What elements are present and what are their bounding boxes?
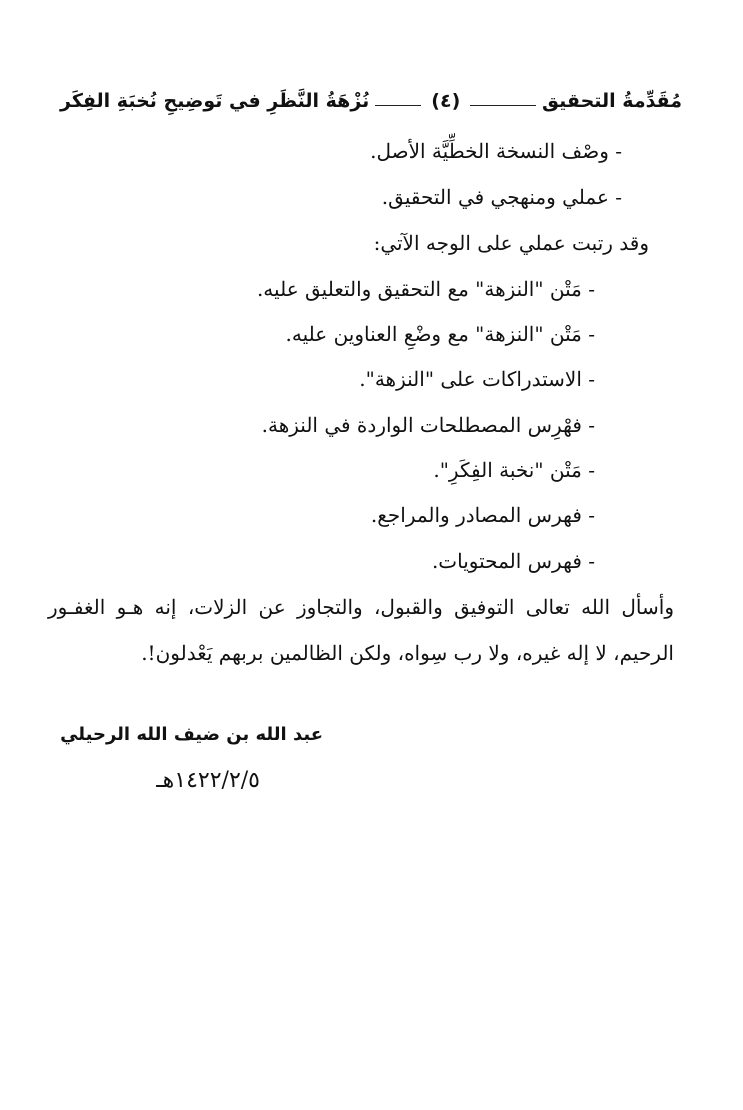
closing-paragraph: وأسأل الله تعالى التوفيق والقبول، والتجاوز عن الزلات، إنه هـو الغفـور الرحيم، لا إله غيره، ولا رب سِواه، ولكن الظالمين بربهم يَعْدلون!.	[48, 595, 674, 665]
list-item: - الاستدراكات على "النزهة".	[359, 367, 595, 391]
header-page-number: (٤)	[431, 90, 461, 112]
list-item: - مَتْن "النزهة" مع وضْعِ العناوين عليه.	[285, 322, 595, 346]
author-signature: عبد الله بن ضيف الله الرحيلي	[60, 724, 323, 745]
header-section-title: مُقَدِّمةُ التحقيق	[542, 90, 682, 112]
running-header	[60, 84, 682, 118]
header-book-title: نُزْهَةُ النَّظَرِ في تَوضِيحِ نُخبَةِ الفِكَر	[60, 90, 370, 112]
signature-date: ١٤٢٢/٢/٥هـ	[156, 768, 260, 793]
list-item: - عملي ومنهجي في التحقيق.	[381, 185, 622, 209]
list-item: - مَتْن "نخبة الفِكَرِ".	[433, 458, 595, 482]
list-item: - مَتْن "النزهة" مع التحقيق والتعليق عليه.	[256, 277, 595, 301]
header-rule-right	[470, 105, 536, 106]
header-rule-left	[375, 105, 421, 106]
list-item: - فهرس المحتويات.	[431, 549, 595, 573]
list-item: - فهْرِس المصطلحات الواردة في النزهة.	[261, 413, 595, 437]
intro-line: وقد رتبت عملي على الوجه الآتي:	[373, 231, 649, 255]
list-item: - فهرس المصادر والمراجع.	[370, 503, 595, 527]
list-item: - وصْف النسخة الخطِّيَّة الأصل.	[370, 139, 622, 163]
